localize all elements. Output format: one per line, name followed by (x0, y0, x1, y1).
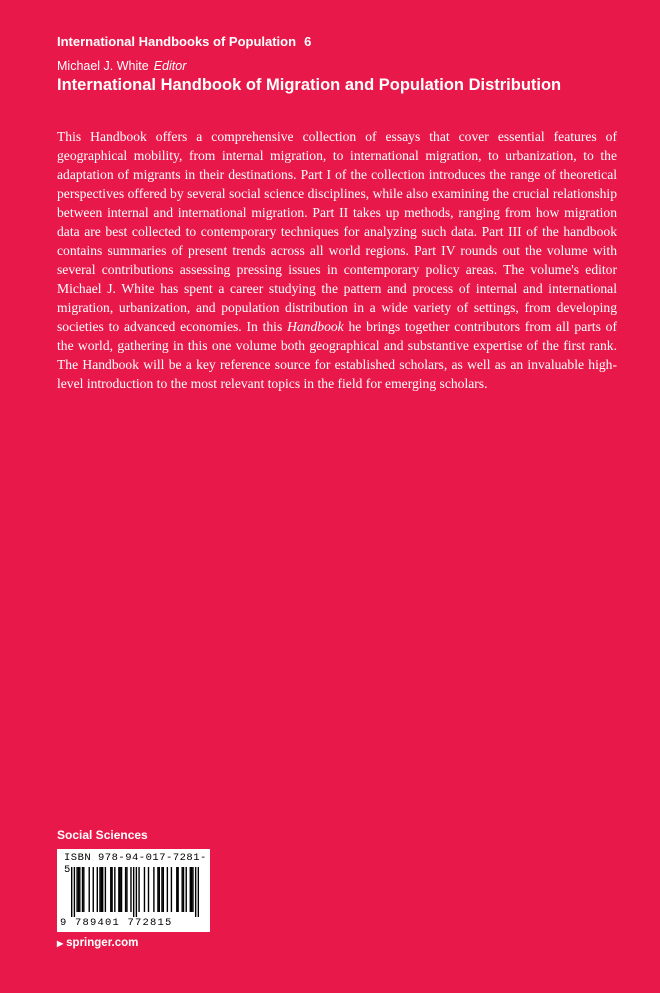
barcode-bar (99, 867, 100, 912)
blurb-part-1: This Handbook offers a comprehensive collection of essays that cover essential features of geographical mobility, from internal migration, to international migration, to urbanization, to the adaptation of migrants in their destinations. Part I of the collection introduces the range of theoretical perspectives offered by several social science disciplines, while also examining the crucial relationship between internal and international migration. Part II takes up methods, ranging from how migration data are best collected to contemporary techniques for analyzing such data. Part III of the handbook contains summaries of present trends across all world regions. Part IV rounds out the volume with several contributions assessing pressing issues in contemporary policy areas. The volume's editor Michael J. White has spent a career studying the pattern and process of internal and international migration, urbanization, and population distribution in a wide variety of settings, from developing societies to advanced economies. In this (57, 129, 617, 334)
subject-category: Social Sciences (57, 828, 148, 842)
publisher-website[interactable] (57, 937, 138, 949)
barcode-bar (136, 867, 137, 917)
barcode-digits: 9 789401 772815 (60, 917, 173, 929)
barcode-bar (74, 867, 75, 917)
barcode-bar (138, 867, 139, 912)
barcode-bar (133, 867, 134, 917)
editor-name: Michael J. White (57, 59, 149, 73)
barcode-bar (89, 867, 90, 912)
barcode-bar (191, 867, 192, 912)
barcode-bar (163, 867, 164, 912)
barcode-bar (198, 867, 199, 917)
barcode-bar (171, 867, 172, 912)
barcode-bar (195, 867, 196, 917)
blurb-italic: Handbook (287, 319, 344, 334)
barcode-bar (110, 867, 111, 912)
series-line (57, 34, 311, 49)
barcode-bar (183, 867, 184, 912)
barcode-bar (97, 867, 98, 912)
barcode-bar (161, 867, 162, 912)
barcode-bar (192, 867, 193, 912)
barcode-bar (102, 867, 103, 912)
barcode-bar (159, 867, 160, 912)
barcode-bar (83, 867, 84, 912)
barcode-bar (82, 867, 83, 912)
series-name: International Handbooks of Population (57, 34, 297, 49)
book-title: International Handbook of Migration and Population Distribution (57, 76, 562, 94)
editor-line (57, 59, 186, 73)
editor-role: Editor (153, 59, 187, 73)
barcode-bar (177, 867, 178, 912)
barcode-bar (111, 867, 112, 912)
series-number: 6 (304, 34, 312, 49)
barcode-bar (79, 867, 80, 912)
barcode-bar (76, 867, 77, 912)
website-url[interactable]: springer.com (66, 937, 139, 949)
barcode-bar (101, 867, 102, 912)
barcode-bar (121, 867, 122, 912)
barcode-bars (71, 867, 199, 917)
barcode-bar (125, 867, 126, 912)
barcode-bar (93, 867, 94, 912)
barcode-panel (57, 849, 210, 932)
isbn-label: ISBN 978-94-017-7281-5 (64, 852, 207, 876)
barcode-bar (167, 867, 168, 912)
barcode-bar (78, 867, 79, 912)
barcode-bar (176, 867, 177, 912)
barcode-bar (130, 867, 131, 912)
barcode-bar (153, 867, 154, 912)
barcode-bar (126, 867, 127, 912)
barcode-bar (186, 867, 187, 912)
blurb-part-2: he brings together contributors from all parts of the world, gathering in this one volume both geographical and substantive expertise of the first rank. The Handbook will be a key reference source for established scholars, as well as an invaluable high-level introduction to the most relevant topics in the field for emerging scholars. (57, 319, 617, 391)
barcode-bar (148, 867, 149, 912)
barcode-bar (71, 867, 72, 917)
barcode-bar (105, 867, 106, 912)
barcode-bar (190, 867, 191, 912)
barcode-bar (144, 867, 145, 912)
barcode-bar (181, 867, 182, 912)
barcode-bar (114, 867, 115, 912)
barcode-bar (157, 867, 158, 912)
barcode-bar (118, 867, 119, 912)
blurb-text (57, 127, 617, 393)
barcode-bar (120, 867, 121, 912)
arrow-right-icon: ▶ (57, 939, 64, 948)
